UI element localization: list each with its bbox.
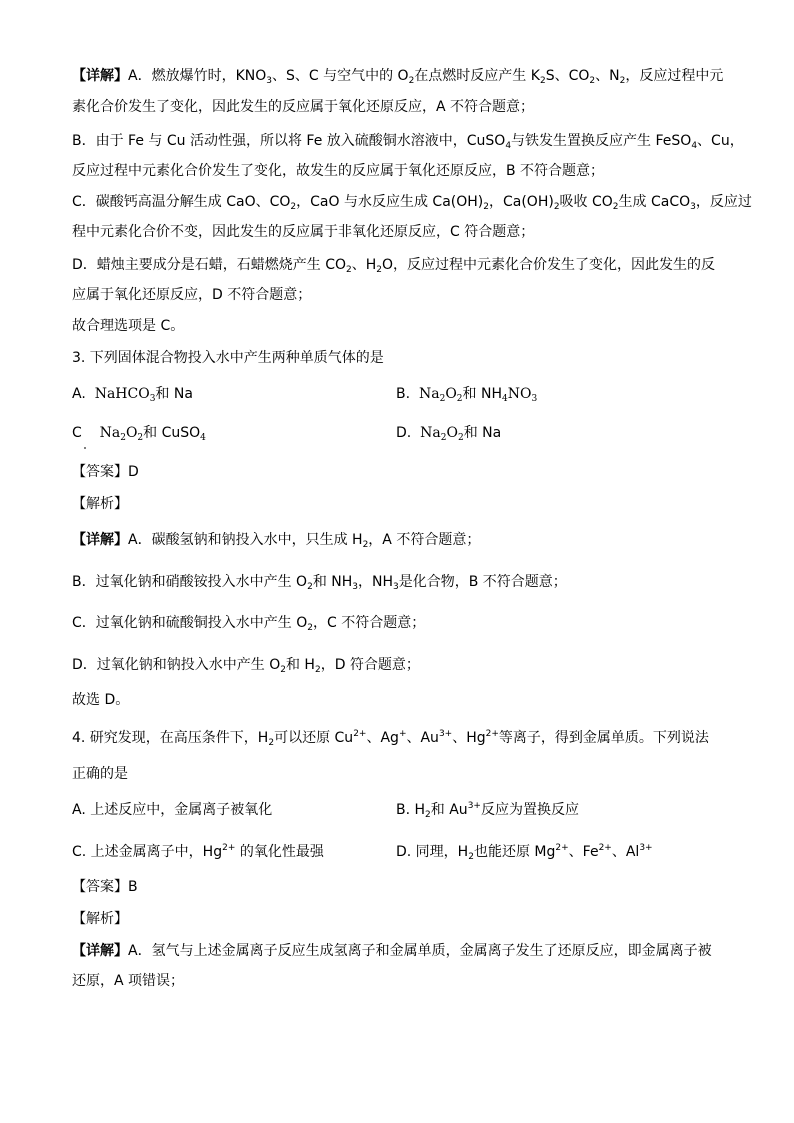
q3-option-b: B. $Na_2O_2$和 $NH_4NO_3$ — [396, 386, 538, 404]
q3-option-a: A. NaHCO$_3$和 Na — [72, 386, 193, 404]
q4-detail-a-line2: 还原，A 项错误； — [72, 973, 185, 989]
q2-detail-a-line2: 素化合价发生了变化，因此发生的反应属于氧化还原反应，A 不符合题意； — [72, 99, 535, 115]
q4-detail-a-line1: 【详解】A．氢气与上述金属离子反应生成氢离子和金属单质，金属离子发生了还原反应，即金属离子被 — [72, 943, 712, 959]
q3-options-row1 — [72, 384, 748, 404]
q4-option-d: D. 同理，$H_2$也能还原 $Mg^{2+}$、$Fe^{2+}$、$Al^{3+}$ — [396, 843, 653, 862]
q3-detail-b: B．过氧化钠和硝酸铵投入水中产生 $O_2$和 $NH_3$，$NH_3$是化合物，B 不符合题意； — [72, 574, 567, 592]
q4-analysis-label: 【解析】 — [72, 911, 128, 927]
q4-option-c: C. 上述金属离子中，$Hg^{2+}$ 的氧化性最强 — [72, 843, 324, 860]
detail-tag: 【详解】 — [72, 68, 128, 84]
q2-detail-b-line1: B．由于 Fe 与 Cu 活动性强，所以将 Fe 放入硫酸铜水溶液中，CuSO$_4$与铁发生置换反应产生 FeSO$_4$、Cu， — [72, 133, 744, 151]
q4-answer: 【答案】B — [72, 879, 138, 895]
q3-stem: 3. 下列固体混合物投入水中产生两种单质气体的是 — [72, 350, 384, 366]
q2-detail-c-line1: C．碳酸钙高温分解生成 CaO、$CO_2$，CaO 与水反应生成 $Ca(OH)_2$，$Ca(OH)_2$吸收 $CO_2$生成 CaCO$_3$，反应过 — [72, 194, 752, 212]
detail-tag: 【详解】 — [72, 943, 128, 959]
detail-tag: 【详解】 — [72, 532, 128, 548]
stray-dot — [84, 447, 86, 449]
q2-detail-d-line2: 应属于氧化还原反应，D 不符合题意； — [72, 287, 312, 303]
q3-options-row2 — [72, 423, 748, 443]
q3-analysis-label: 【解析】 — [72, 496, 128, 512]
q4-option-a: A. 上述反应中，金属离子被氧化 — [72, 802, 273, 818]
q2-detail-b-line2: 反应过程中元素化合价发生了变化，故发生的反应属于氧化还原反应，B 不符合题意； — [72, 163, 605, 179]
q3-option-c: C $Na_2O_2$和 CuSO$_4$ — [72, 425, 206, 443]
q2-detail-d-line1: D．蜡烛主要成分是石蜡，石蜡燃烧产生 $CO_2$、$H_2O$，反应过程中元素化合价发生了变化，因此发生的反 — [72, 257, 716, 275]
q4-stem-line1: 4. 研究发现，在高压条件下，$H_2$可以还原 $Cu^{2+}$、Ag+、$Au^{3+}$、$Hg^{2+}$等离子，得到金属单质。下列说法 — [72, 729, 709, 748]
q3-answer: 【答案】D — [72, 464, 139, 480]
q3-detail-c: C．过氧化钠和硫酸铜投入水中产生 $O_2$，C 不符合题意； — [72, 615, 426, 633]
q4-option-b: B. $H_2$和 $Au^{3+}$反应为置换反应 — [396, 801, 579, 820]
q4-options-row2 — [72, 842, 748, 862]
q2-detail-a-line1: 【详解】A．燃放爆竹时，$KNO_3$、S、C 与空气中的 $O_2$在点燃时反应产生 $K_2S$、$CO_2$、$N_2$，反应过程中元 — [72, 68, 724, 86]
q2-conclusion: 故合理选项是 C。 — [72, 318, 185, 334]
q2-detail-c-line2: 程中元素化合价不变，因此发生的反应属于非氧化还原反应，C 符合题意； — [72, 224, 535, 240]
q3-conclusion: 故选 D。 — [72, 692, 130, 708]
q4-options-row1 — [72, 800, 748, 820]
q4-stem-line2: 正确的是 — [72, 766, 128, 782]
q3-option-d: D. $Na_2O_2$和 Na — [396, 425, 502, 443]
q3-detail-d: D．过氧化钠和钠投入水中产生 $O_2$和 $H_2$，D 符合题意； — [72, 657, 420, 675]
q3-detail-a: 【详解】A．碳酸氢钠和钠投入水中，只生成 $H_2$，A 不符合题意； — [72, 532, 481, 550]
